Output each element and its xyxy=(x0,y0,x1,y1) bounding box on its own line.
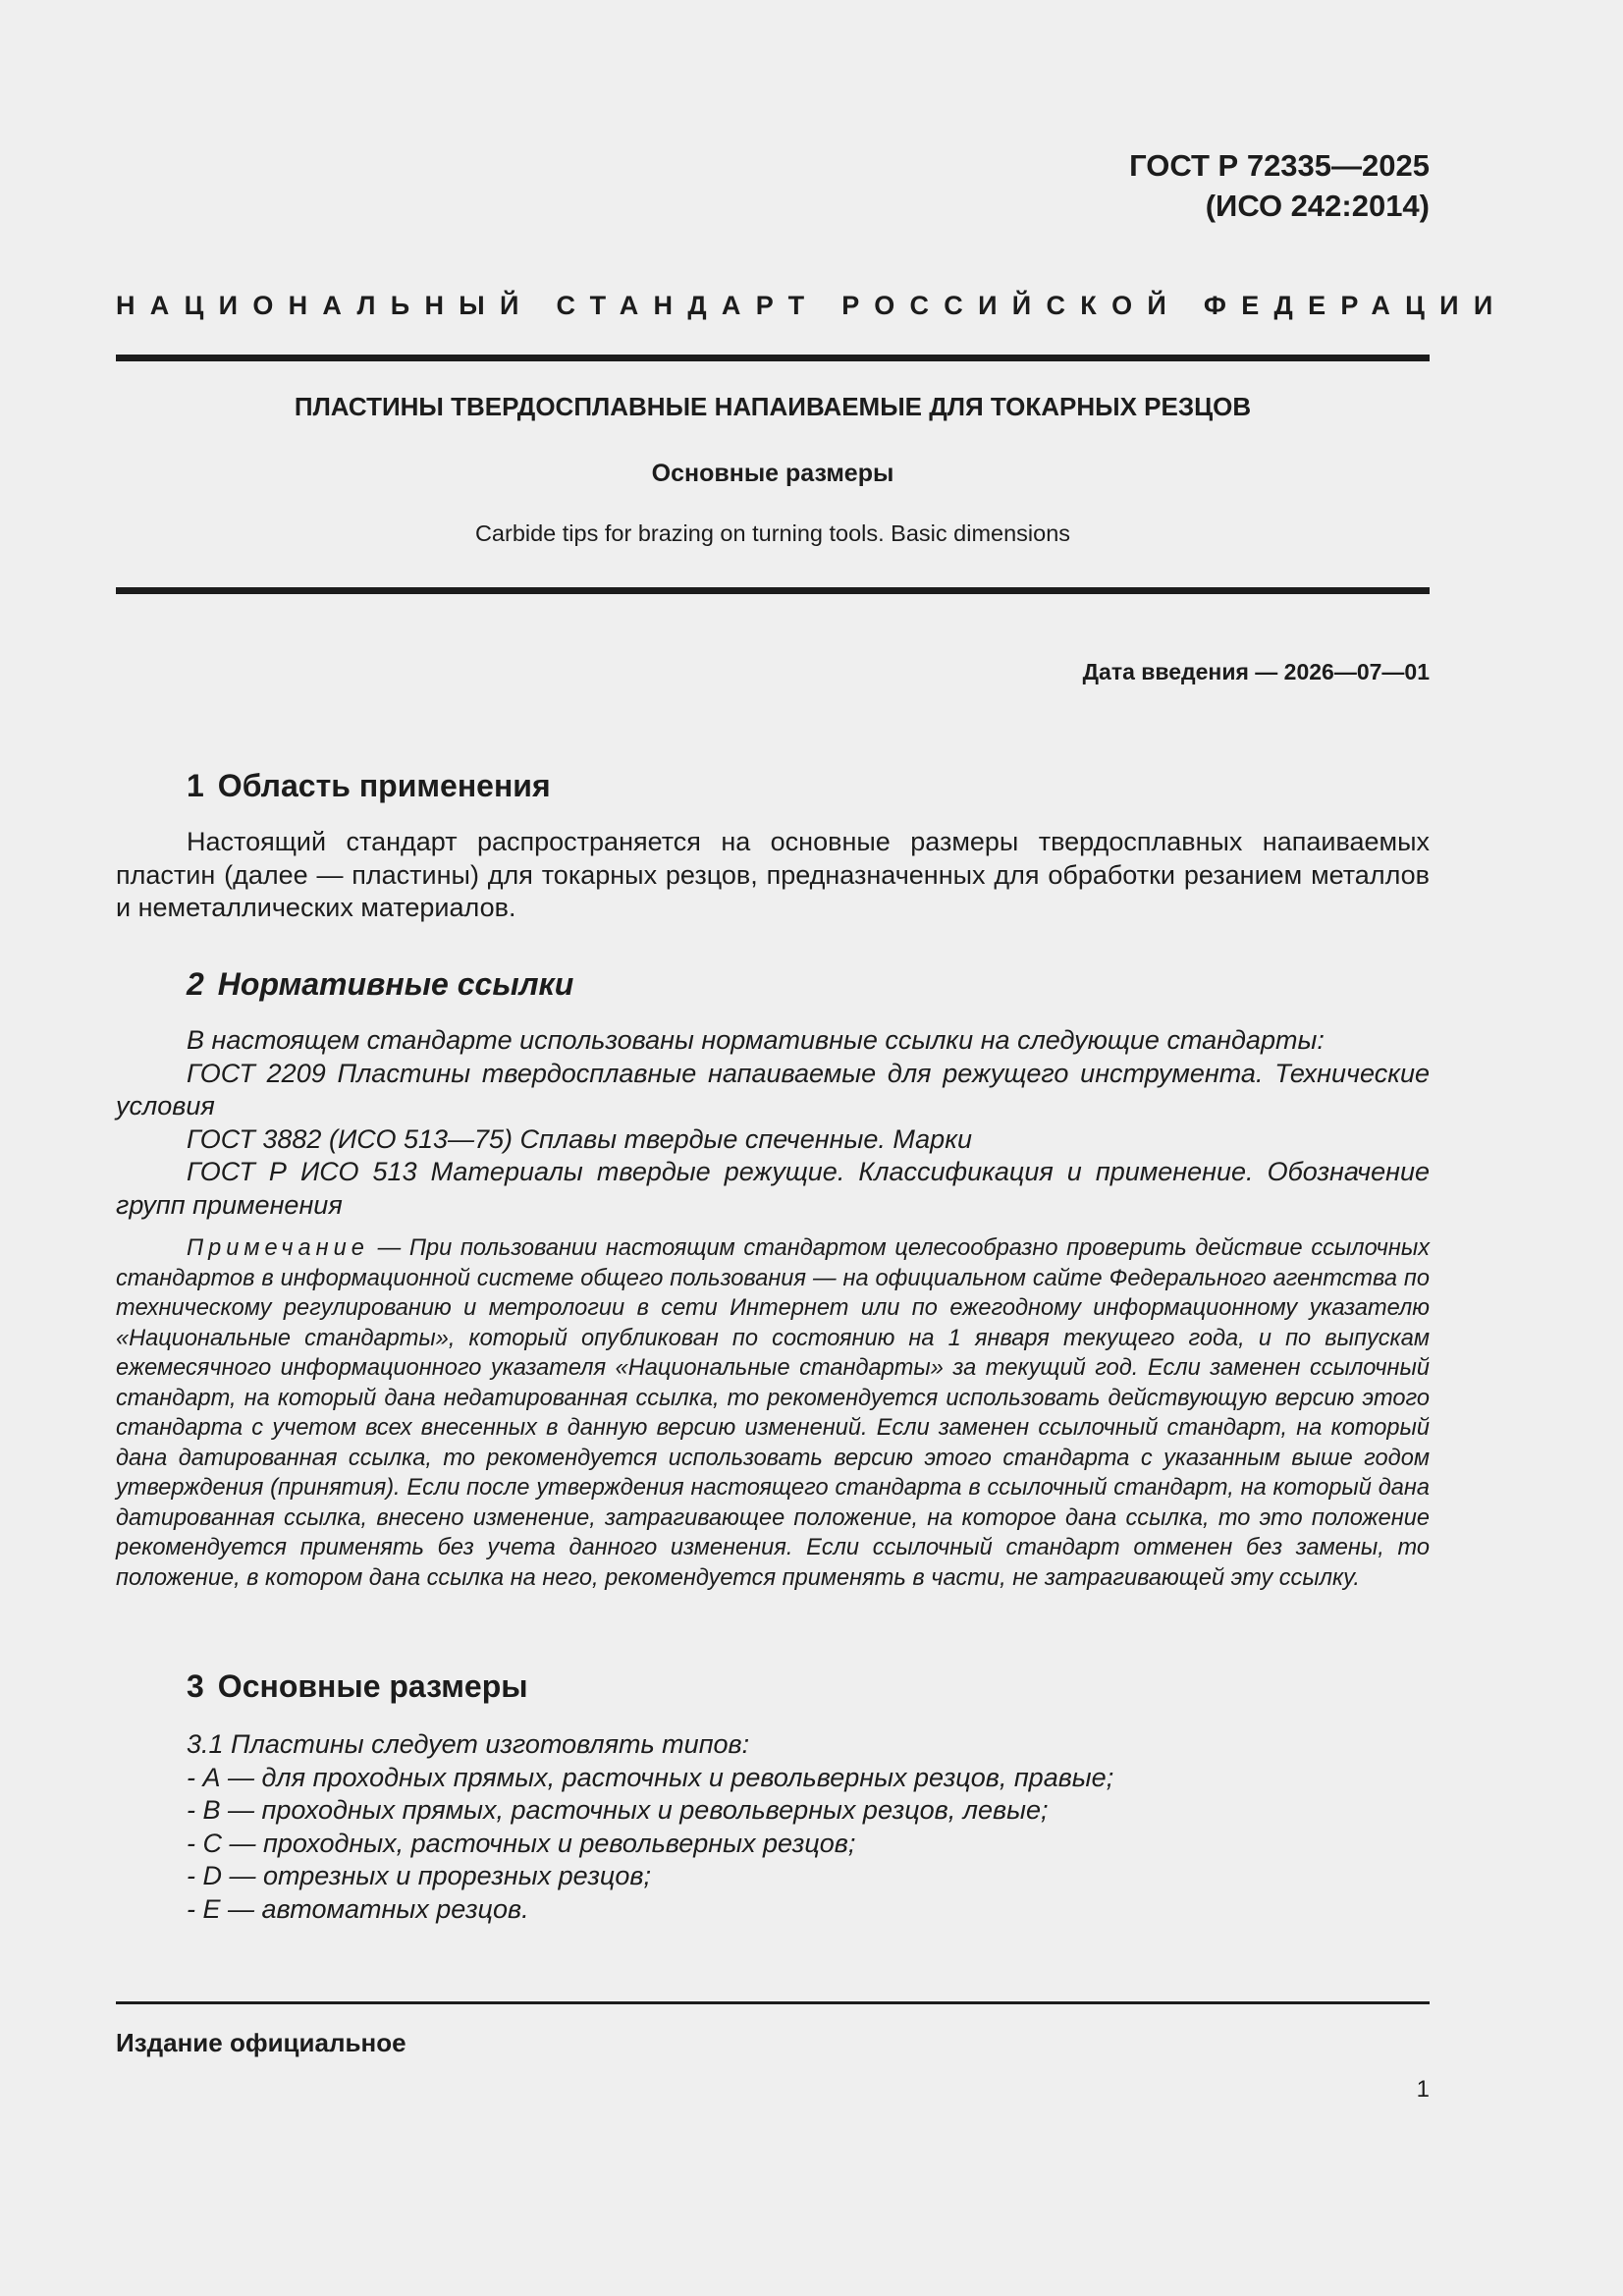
section-title: Основные размеры xyxy=(217,1668,528,1704)
types-intro: 3.1 Пластины следует изготовлять типов: xyxy=(187,1729,750,1759)
list-item: - D — отрезных и прорезных резцов; xyxy=(187,1861,651,1890)
list-item: - С — проходных, расточных и револьверных резцов; xyxy=(187,1828,856,1858)
section-1-heading xyxy=(187,766,551,805)
section-number: 1 xyxy=(187,768,204,803)
list-item: - А — для проходных прямых, расточных и револьверных резцов, правые; xyxy=(187,1762,1114,1792)
note-paragraph xyxy=(116,1233,1430,1593)
introduction-date: Дата введения — 2026—07—01 xyxy=(1082,659,1430,684)
document-subtitle: Основные размеры xyxy=(651,460,894,487)
national-standard-banner: НАЦИОНАЛЬНЫЙ СТАНДАРТ РОССИЙСКОЙ ФЕДЕРАЦИИ xyxy=(116,291,1508,320)
english-title: Carbide tips for brazing on turning tools. Basic dimensions xyxy=(474,520,1071,546)
title-bottom-rule xyxy=(116,587,1430,594)
types-list xyxy=(187,1762,1430,1927)
iso-number: (ИСО 242:2014) xyxy=(1205,189,1430,223)
reference-item: ГОСТ 3882 (ИСО 513—75) Сплавы твердые спеченные. Марки xyxy=(187,1123,972,1154)
note-text: — При пользовании настоящим стандартом целесообразно проверить действие ссылочных стандартов в информационной системе общего пользования — на официальном сайте Федерального агентства по техническому регулированию и метрологии в сети Интернет или по ежегодному информационному указателю «Национальные стандарты», который опубликован по состоянию на 1 января текущего года, и по выпускам ежемесячного информационного указателя «Национальные стандарты» за текущий год. Если заменен ссылочный стандарт, на который дана недатированная ссылка, то рекомендуется использовать действующую версию этого стандарта с учетом всех внесенных в данную версию изменений. Если заменен ссылочный стандарт, на который дана датированная ссылка, то рекомендуется использовать версию этого стандарта с указанным выше годом утверждения (принятия). Если после утверждения настоящего стандарта в ссылочный стандарт, на который дана датированная ссылка, внесено изменение, затрагивающее положение, на которое дана ссылка, то это положение рекомендуется применять без учета данного изменения. Если ссылочный стандарт отменен без замены, то положение, в котором дана ссылка на него, рекомендуется применять в части, не затрагивающей эту ссылку. xyxy=(116,1235,1430,1591)
section-1-body xyxy=(116,826,1430,925)
document-designation xyxy=(1129,145,1430,226)
official-edition-label: Издание официальное xyxy=(116,2028,406,2057)
paragraph: Настоящий стандарт распространяется на основные размеры твердосплавных напаиваемых пластин (далее — пластины) для токарных резцов, предназначенных для обработки резанием металлов и неметаллических материалов. xyxy=(116,827,1430,922)
section-title: Область применения xyxy=(217,768,551,803)
reference-item: ГОСТ 2209 Пластины твердосплавные напаиваемые для режущего инструмента. Технические условия xyxy=(116,1058,1430,1121)
list-item: - В — проходных прямых, расточных и револьверных резцов, левые; xyxy=(187,1795,1049,1825)
footer-rule xyxy=(116,2001,1430,2004)
gost-number: ГОСТ Р 72335—2025 xyxy=(1129,148,1430,183)
note-label: Примечание xyxy=(187,1235,369,1261)
document-title: ПЛАСТИНЫ ТВЕРДОСПЛАВНЫЕ НАПАИВАЕМЫЕ ДЛЯ ТОКАРНЫХ РЕЗЦОВ xyxy=(294,392,1252,421)
section-number: 2 xyxy=(187,966,204,1002)
section-3-body xyxy=(187,1728,1430,1926)
section-2-body xyxy=(116,1024,1430,1222)
reference-item: ГОСТ Р ИСО 513 Материалы твердые режущие. Классификация и применение. Обозначение групп применения xyxy=(116,1157,1430,1220)
list-item: - Е — автоматных резцов. xyxy=(187,1893,529,1924)
page-number: 1 xyxy=(1416,2076,1430,2103)
section-title: Нормативные ссылки xyxy=(217,966,574,1002)
section-2-heading xyxy=(187,964,573,1004)
section-3-heading xyxy=(187,1667,528,1706)
top-rule xyxy=(116,355,1430,361)
references-intro: В настоящем стандарте использованы нормативные ссылки на следующие стандарты: xyxy=(187,1025,1325,1055)
section-number: 3 xyxy=(187,1668,204,1704)
